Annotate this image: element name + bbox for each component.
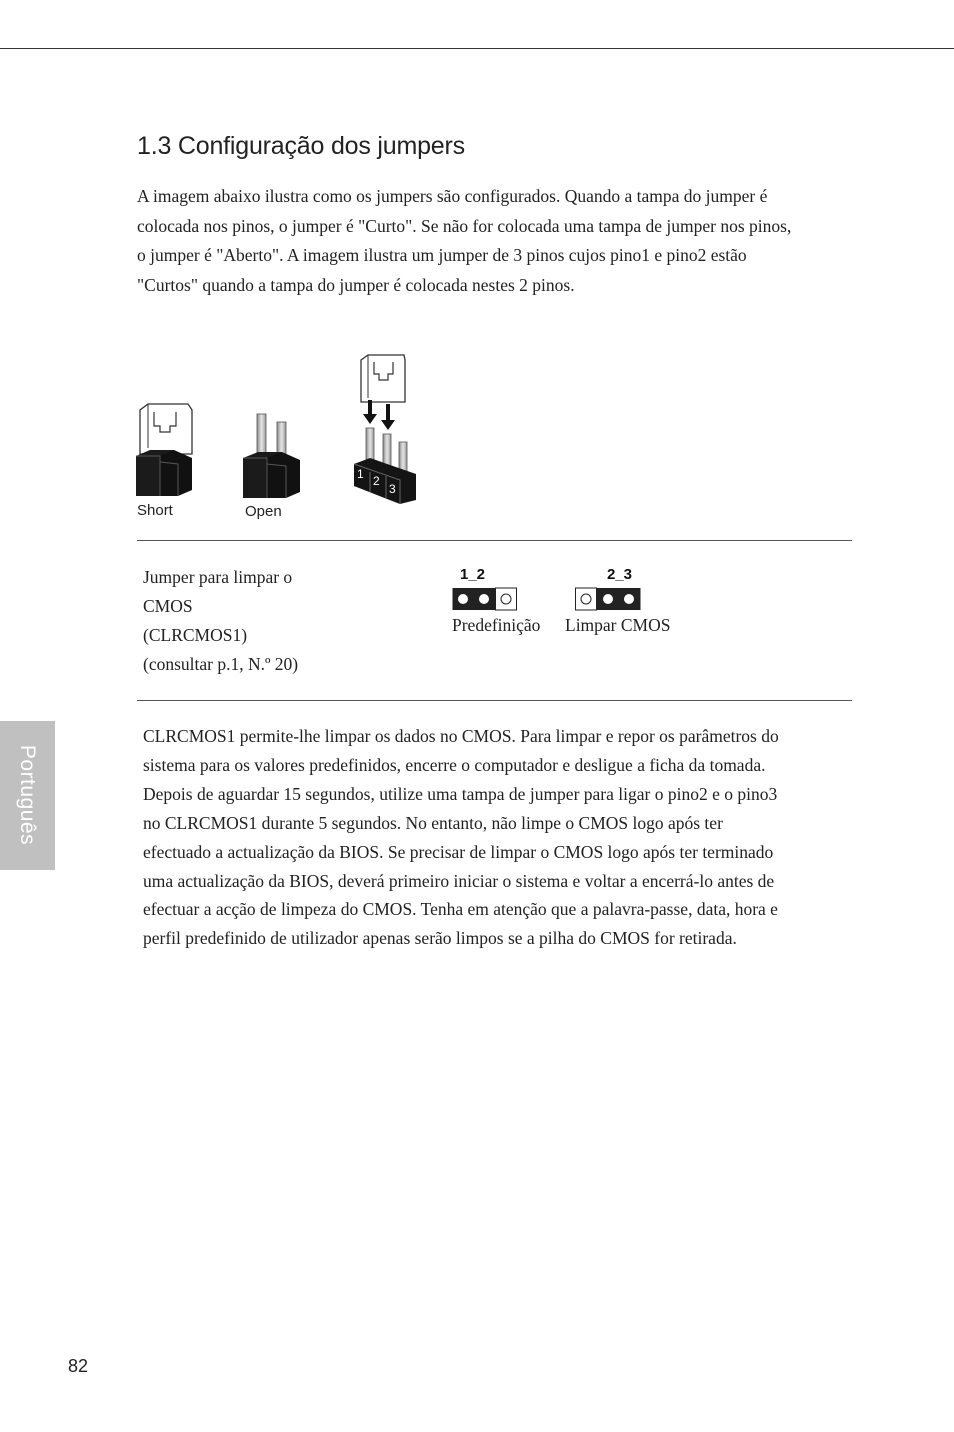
jumper-name-line: (CLRCMOS1) — [143, 625, 248, 645]
jumper-name-line: Jumper para limpar o — [143, 567, 293, 587]
short-label: Short — [137, 502, 173, 519]
page-number: 82 — [68, 1356, 89, 1376]
pin-setting-clear — [565, 566, 695, 638]
jumper-name-line: CMOS — [143, 596, 193, 616]
pin-caption-default: Predefinição — [452, 615, 541, 635]
intro-paragraph: A imagem abaixo ilustra como os jumpers são configurados. Quando a tampa do jumper é colocada nos pinos, o jumper é "Curto". Se não for colocada uma tampa de jumper nos pinos, o jumper é "Aberto". A imagem ilustra um jumper de 3 pinos cujos pino1 e pino2 estão "Curtos" quando a tampa do jumper é colocada nestes 2 pinos. — [137, 186, 792, 295]
jumper-illustration — [130, 352, 430, 527]
pin-number-2: 2 — [373, 474, 380, 488]
pin-number-1: 1 — [357, 467, 364, 481]
pin-diagram-1-2 — [452, 587, 518, 613]
three-pin-jumper — [354, 355, 416, 504]
pin-caption-clear: Limpar CMOS — [565, 615, 671, 635]
language-side-tab-label: Português — [16, 744, 39, 846]
description-paragraph: CLRCMOS1 permite-lhe limpar os dados no CMOS. Para limpar e repor os parâmetros do sistema para os valores predefinidos, encerre o computador e desligue a ficha da tomada. Depois de aguardar 15 segundos, utilize uma tampa de jumper para ligar o pino2 e o pino3 no CLRCMOS1 durante 5 segundos. No entanto, não limpe o CMOS logo após ter efectuado a actualização da BIOS. Se precisar de limpar o CMOS logo após ter terminado uma actualização da BIOS, deverá primeiro iniciar o sistema e voltar a encerrá-lo antes de efectuar a acção de limpeza do CMOS. Tenha em atenção que a palavra-passe, data, hora e perfil predefinido de utilizador apenas serão limpos se a pilha do CMOS for retirada. — [143, 726, 779, 949]
open-label: Open — [245, 503, 282, 520]
pin-tag-2-3: 2_3 — [607, 566, 633, 583]
pin-tag-1-2: 1_2 — [460, 566, 486, 583]
top-rule — [0, 48, 954, 49]
section-title: 1.3 Configuração dos jumpers — [137, 132, 465, 160]
pin-number-3: 3 — [389, 482, 396, 496]
short-jumper — [136, 404, 192, 496]
jumper-name-line: (consultar p.1, N.º 20) — [143, 654, 299, 674]
pin-setting-default — [452, 566, 562, 638]
table-bottom-rule — [137, 700, 852, 701]
table-top-rule — [137, 540, 852, 541]
pin-diagram-2-3 — [575, 587, 653, 613]
open-jumper — [243, 414, 300, 498]
jumper-name-cell — [143, 563, 373, 679]
